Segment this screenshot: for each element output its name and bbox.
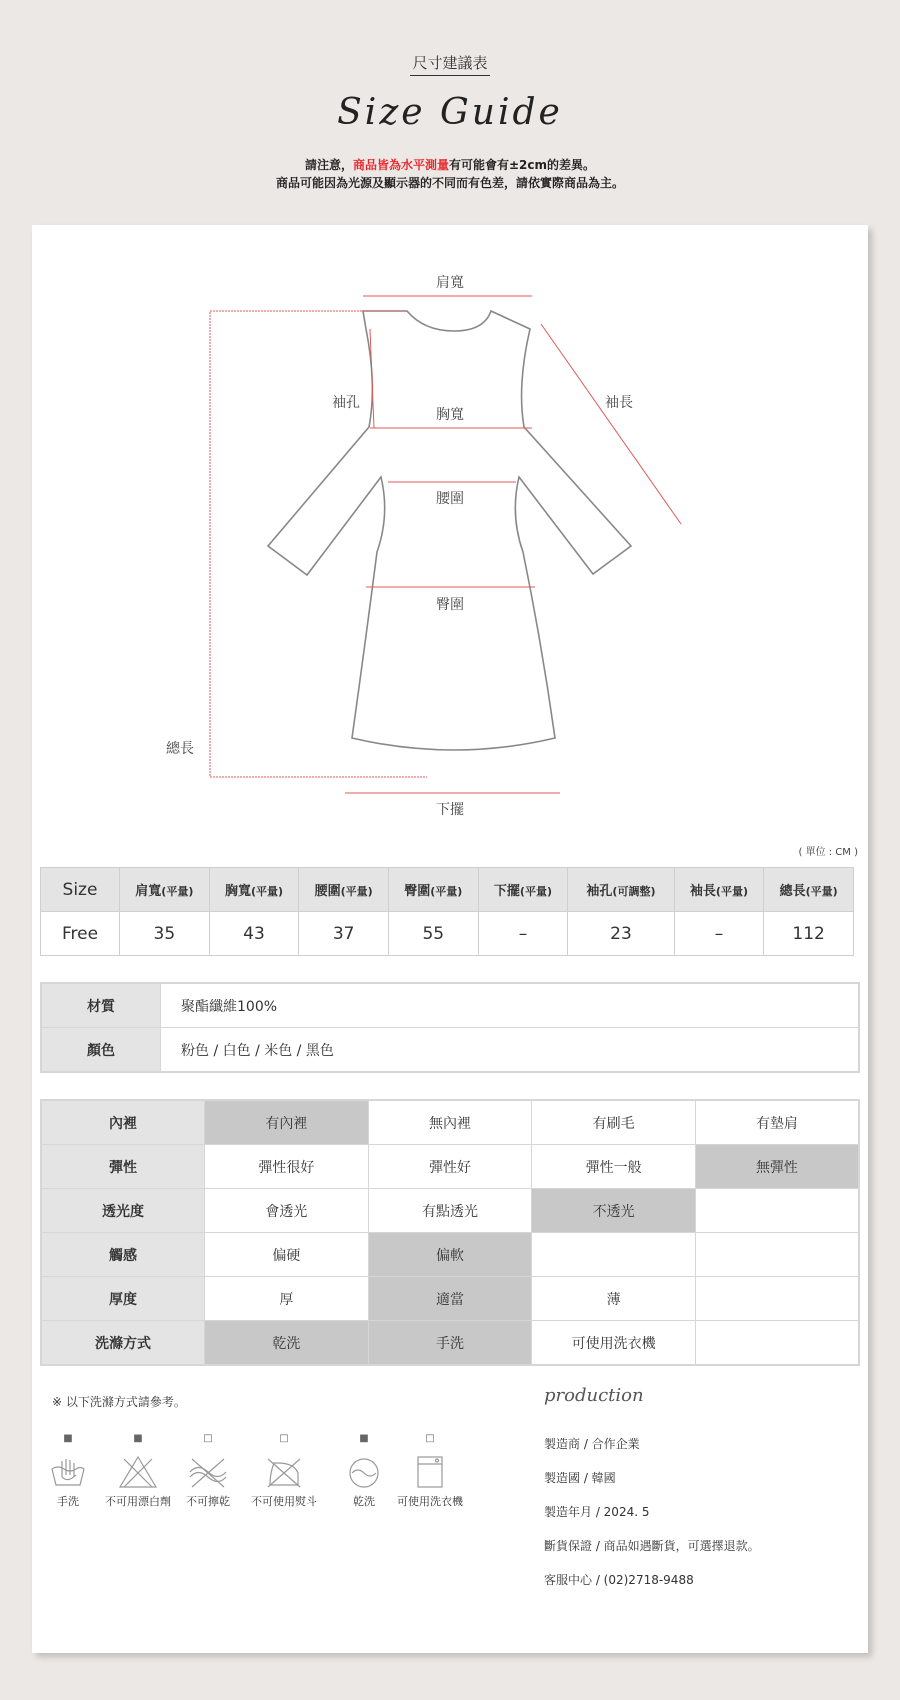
note-line-2: 商品可能因為光源及顯示器的不同而有色差，請依實際商品為主。 [275,176,624,190]
feature-option [695,1189,859,1233]
size-chart-subtitle [0,52,900,73]
wash-label: 手洗 [57,1495,79,1508]
cell-size: Free [41,912,120,956]
production-stock-guarantee: 斷貨保證 / 商品如遇斷貨，可選擇退款。 [544,1539,760,1553]
header-main: 下擺 [493,884,520,899]
header-sub: (平量) [340,885,373,898]
hand-wash-icon [48,1455,88,1489]
wash-label: 可使用洗衣機 [397,1495,463,1508]
wash-checkbox: □ [279,1433,289,1444]
feature-option: 彈性很好 [205,1145,369,1189]
production-customer-service: 客服中心 / (02)2718-9488 [544,1573,694,1587]
header-main: 袖孔 [586,884,613,899]
material-table [40,982,860,1073]
label-shoulder: 肩寬 [436,275,464,291]
feature-option [695,1321,859,1366]
note-suffix: 有可能會有±2cm的差異。 [449,158,596,172]
header-hip [388,868,478,912]
feature-option-selected: 適當 [368,1277,532,1321]
feature-table [40,1099,860,1366]
label-hem: 下擺 [436,802,464,818]
feature-option: 薄 [532,1277,696,1321]
wash-item-hand-wash [28,1433,108,1509]
washing-note: ※ 以下洗滌方式請參考。 [52,1395,186,1409]
material-row [41,983,859,1028]
header-sub: (可調整) [612,885,656,898]
header-sub: (平量) [715,885,748,898]
header-main: 腰圍 [314,884,341,899]
label-hip: 臀圍 [436,597,464,613]
feature-label: 觸感 [41,1233,205,1277]
header-waist [299,868,389,912]
feature-row [41,1100,859,1145]
feature-row [41,1233,859,1277]
header-shoulder [120,868,210,912]
cell-hip: 55 [388,912,478,956]
washing-machine-icon [410,1455,450,1489]
note-highlight: 商品皆為水平測量 [352,158,449,172]
header-sub: (平量) [519,885,552,898]
label-chest: 胸寬 [436,407,464,423]
feature-option: 厚 [205,1277,369,1321]
no-iron-icon [264,1455,304,1489]
wash-checkbox: ■ [63,1433,73,1444]
feature-label: 彈性 [41,1145,205,1189]
size-table-header [41,868,854,912]
unit-label: ( 單位 : CM ) [798,847,858,858]
wash-item-washing-machine [390,1433,470,1509]
feature-option: 彈性一般 [532,1145,696,1189]
header-main: 總長 [779,884,806,899]
material-value: 聚酯纖維100% [161,983,860,1028]
production-country: 製造國 / 韓國 [544,1471,616,1485]
header-main: 袖長 [689,884,716,899]
feature-option: 偏硬 [205,1233,369,1277]
feature-option: 彈性好 [368,1145,532,1189]
cell-sleeve: – [674,912,764,956]
header-main: 臀圍 [404,884,431,899]
wash-label: 不可使用熨斗 [251,1495,317,1508]
header-main: 肩寬 [135,884,162,899]
material-label: 材質 [41,983,161,1028]
feature-option: 有刷毛 [532,1100,696,1145]
header-hem [478,868,568,912]
feature-row [41,1145,859,1189]
label-waist: 腰圍 [436,491,464,507]
wash-item-no-wring [168,1433,248,1509]
cell-chest: 43 [209,912,299,956]
cell-hem: – [478,912,568,956]
feature-option [695,1233,859,1277]
wash-checkbox: ■ [133,1433,143,1444]
length-line [210,311,427,777]
measurement-note [0,156,900,192]
feature-option-selected: 乾洗 [205,1321,369,1366]
feature-option [695,1277,859,1321]
feature-option-selected: 無彈性 [695,1145,859,1189]
feature-option: 有墊肩 [695,1100,859,1145]
feature-option-selected: 手洗 [368,1321,532,1366]
measure-lines [210,296,681,793]
cell-waist: 37 [299,912,389,956]
wash-checkbox: □ [203,1433,213,1444]
header-length [764,868,854,912]
table-row [41,912,854,956]
feature-row [41,1189,859,1233]
production-maker: 製造商 / 合作企業 [544,1437,640,1451]
cell-shoulder: 35 [120,912,210,956]
header-size [41,868,120,912]
production-title: production [544,1385,644,1406]
feature-option: 會透光 [205,1189,369,1233]
label-sleeve: 袖長 [605,395,633,411]
header-sub: (平量) [161,885,194,898]
feature-row [41,1321,859,1366]
size-guide-card [32,225,868,1653]
label-armhole: 袖孔 [332,395,360,411]
note-line-1 [0,156,900,174]
color-row [41,1028,859,1073]
wash-checkbox: ■ [359,1433,369,1444]
dry-clean-icon [344,1455,384,1489]
wash-checkbox: □ [425,1433,435,1444]
wash-label: 乾洗 [353,1495,375,1508]
header-sleeve [674,868,764,912]
size-table [40,867,854,956]
no-bleach-icon [118,1455,158,1489]
feature-option [532,1233,696,1277]
cell-armhole: 23 [568,912,674,956]
feature-option-selected: 不透光 [532,1189,696,1233]
header-chest [209,868,299,912]
header-armhole [568,868,674,912]
header-size-label: Size [62,879,98,900]
color-value: 粉色 / 白色 / 米色 / 黑色 [161,1028,860,1073]
feature-label: 透光度 [41,1189,205,1233]
feature-row [41,1277,859,1321]
color-label: 顏色 [41,1028,161,1073]
feature-label: 厚度 [41,1277,205,1321]
header-sub: (平量) [250,885,284,898]
no-wring-icon [188,1455,228,1489]
wash-label: 不可用漂白劑 [105,1495,171,1508]
header-sub: (平量) [430,885,463,898]
garment-diagram [32,225,868,825]
page-title: Size Guide [337,92,563,133]
feature-option: 有點透光 [368,1189,532,1233]
feature-option-selected: 偏軟 [368,1233,532,1277]
wash-item-no-bleach [98,1433,178,1509]
subtitle-text: 尺寸建議表 [410,54,489,76]
feature-option-selected: 有內裡 [205,1100,369,1145]
dress-outline [268,311,631,750]
cell-length: 112 [764,912,854,956]
feature-option: 可使用洗衣機 [532,1321,696,1366]
note-prefix: 請注意， [304,158,353,172]
label-length: 總長 [166,741,194,757]
sleeve-line [541,324,681,524]
feature-option: 無內裡 [368,1100,532,1145]
feature-label: 洗滌方式 [41,1321,205,1366]
header-sub: (平量) [805,885,838,898]
production-date: 製造年月 / 2024. 5 [544,1505,650,1519]
header-main: 胸寬 [224,884,251,899]
wash-item-no-iron [244,1433,324,1509]
wash-label: 不可擰乾 [186,1495,230,1508]
feature-label: 內裡 [41,1100,205,1145]
